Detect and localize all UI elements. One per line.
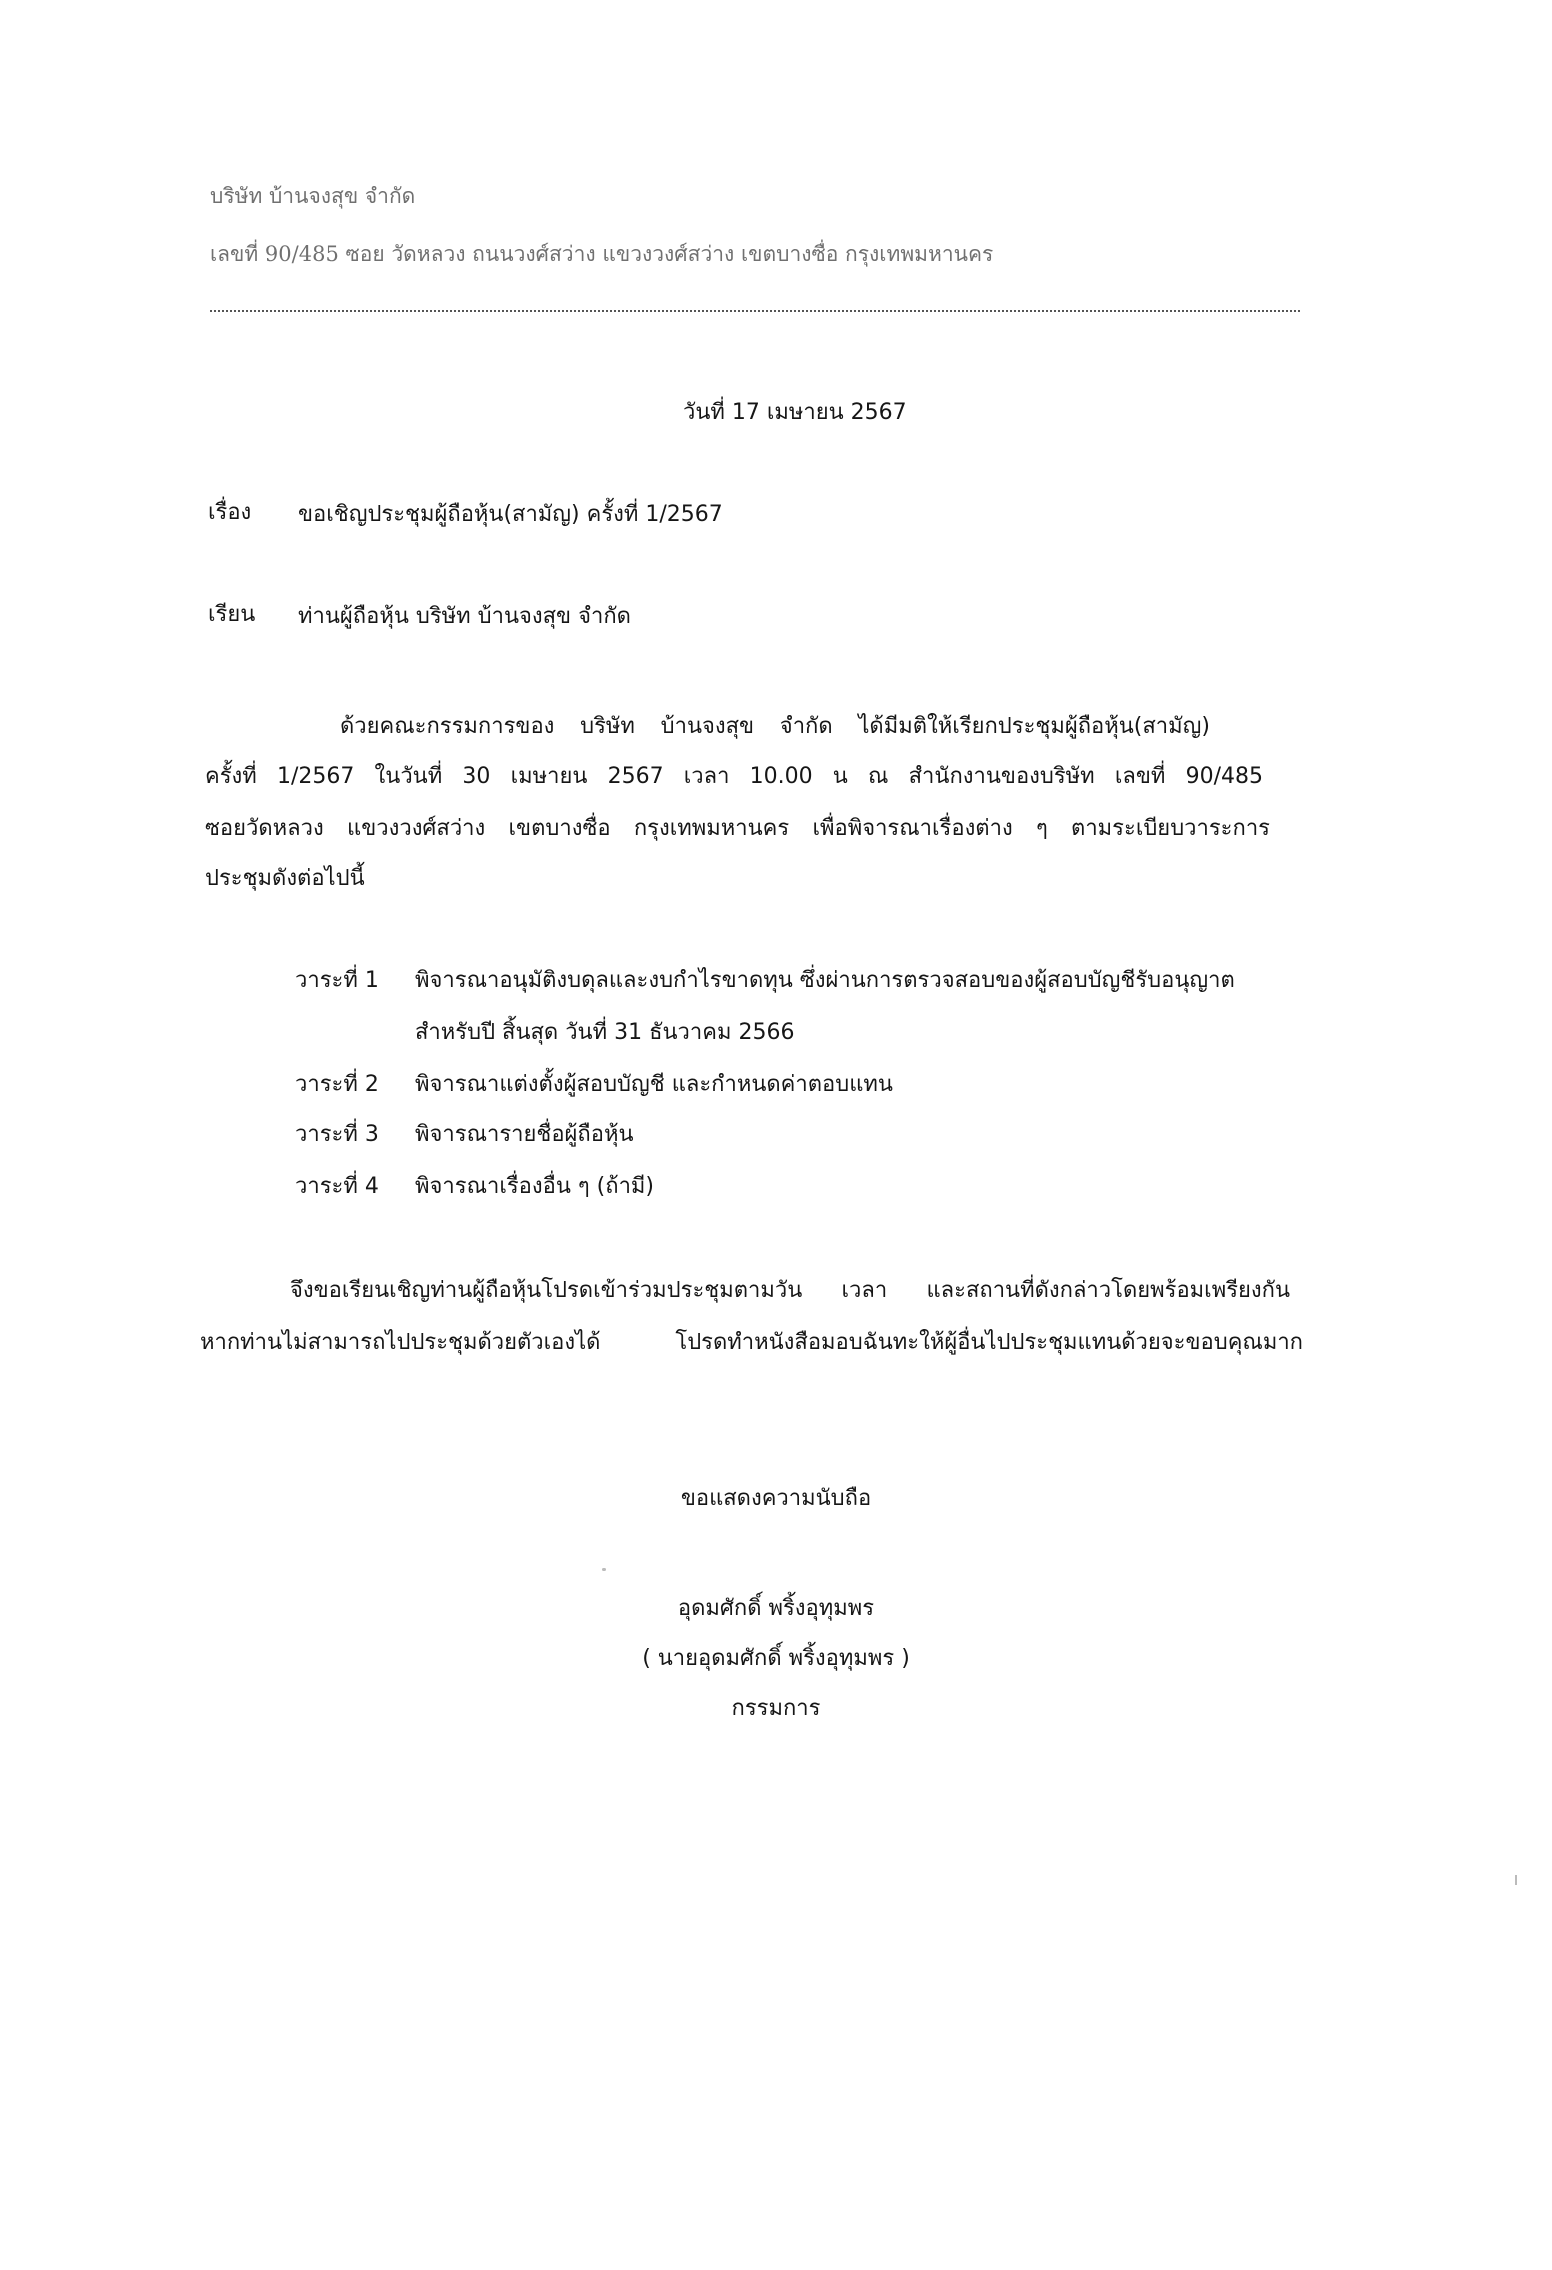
agenda-1-label: วาระที่ 1: [295, 968, 379, 993]
subject-label: เรื่อง: [208, 500, 252, 525]
company-name: บริษัท บ้านจงสุข จำกัด: [210, 184, 416, 208]
agenda-3-text: พิจารณารายชื่อผู้ถือหุ้น: [415, 1122, 634, 1147]
recipient-label: เรียน: [208, 602, 256, 627]
subject-text: ขอเชิญประชุมผู้ถือหุ้น(สามัญ) ครั้งที่ 1/2567: [298, 502, 723, 527]
agenda-4-text: พิจารณาเรื่องอื่น ๆ (ถ้ามี): [415, 1174, 655, 1199]
ink-speck: [602, 1568, 606, 1571]
intro-line-3: ซอยวัดหลวง แขวงวงศ์สว่าง เขตบางซื่อ กรุงเทพมหานคร เพื่อพิจารณาเรื่องต่าง ๆ ตามระเบียบวาระการ: [205, 816, 1270, 841]
agenda-4-label: วาระที่ 4: [295, 1174, 379, 1199]
letterhead-divider: [210, 310, 1300, 312]
closing-line-2: หากท่านไม่สามารถไปประชุมด้วยตัวเองได้ โปรดทำหนังสือมอบฉันทะให้ผู้อื่นไปประชุมแทนด้วยจะขอบคุณมาก: [200, 1330, 1303, 1355]
signer-title: กรรมการ: [731, 1696, 821, 1721]
agenda-1-text: พิจารณาอนุมัติงบดุลและงบกำไรขาดทุน ซึ่งผ่านการตรวจสอบของผู้สอบบัญชีรับอนุญาต: [415, 968, 1235, 993]
intro-line-2: ครั้งที่ 1/2567 ในวันที่ 30 เมษายน 2567 เวลา 10.00 น ณ สำนักงานของบริษัท เลขที่ 90/485: [205, 764, 1263, 789]
company-address: เลขที่ 90/485 ซอย วัดหลวง ถนนวงศ์สว่าง แขวงวงศ์สว่าง เขตบางซื่อ กรุงเทพมหานคร: [210, 242, 994, 266]
date-line: วันที่ 17 เมษายน 2567: [683, 400, 907, 425]
closing-line-1: จึงขอเรียนเชิญท่านผู้ถือหุ้นโปรดเข้าร่วมประชุมตามวัน เวลา และสถานที่ดังกล่าวโดยพร้อมเพรียงกัน: [290, 1278, 1290, 1303]
scan-artifact: [1515, 1875, 1517, 1885]
salutation: ขอแสดงความนับถือ: [680, 1486, 872, 1511]
agenda-1-text-continued: สำหรับปี สิ้นสุด วันที่ 31 ธันวาคม 2566: [415, 1020, 795, 1045]
intro-line-4: ประชุมดังต่อไปนี้: [205, 866, 365, 891]
signer-name: อุดมศักดิ์ พริ้งอุทุมพร: [677, 1596, 875, 1621]
agenda-2-label: วาระที่ 2: [295, 1072, 379, 1097]
intro-line-1: ด้วยคณะกรรมการของ บริษัท บ้านจงสุข จำกัด ได้มีมติให้เรียกประชุมผู้ถือหุ้น(สามัญ): [340, 714, 1210, 739]
agenda-3-label: วาระที่ 3: [295, 1122, 379, 1147]
printed-name: ( นายอุดมศักดิ์ พริ้งอุทุมพร ): [642, 1646, 910, 1671]
recipient-text: ท่านผู้ถือหุ้น บริษัท บ้านจงสุข จำกัด: [298, 604, 631, 629]
agenda-2-text: พิจารณาแต่งตั้งผู้สอบบัญชี และกำหนดค่าตอบแทน: [415, 1072, 893, 1097]
